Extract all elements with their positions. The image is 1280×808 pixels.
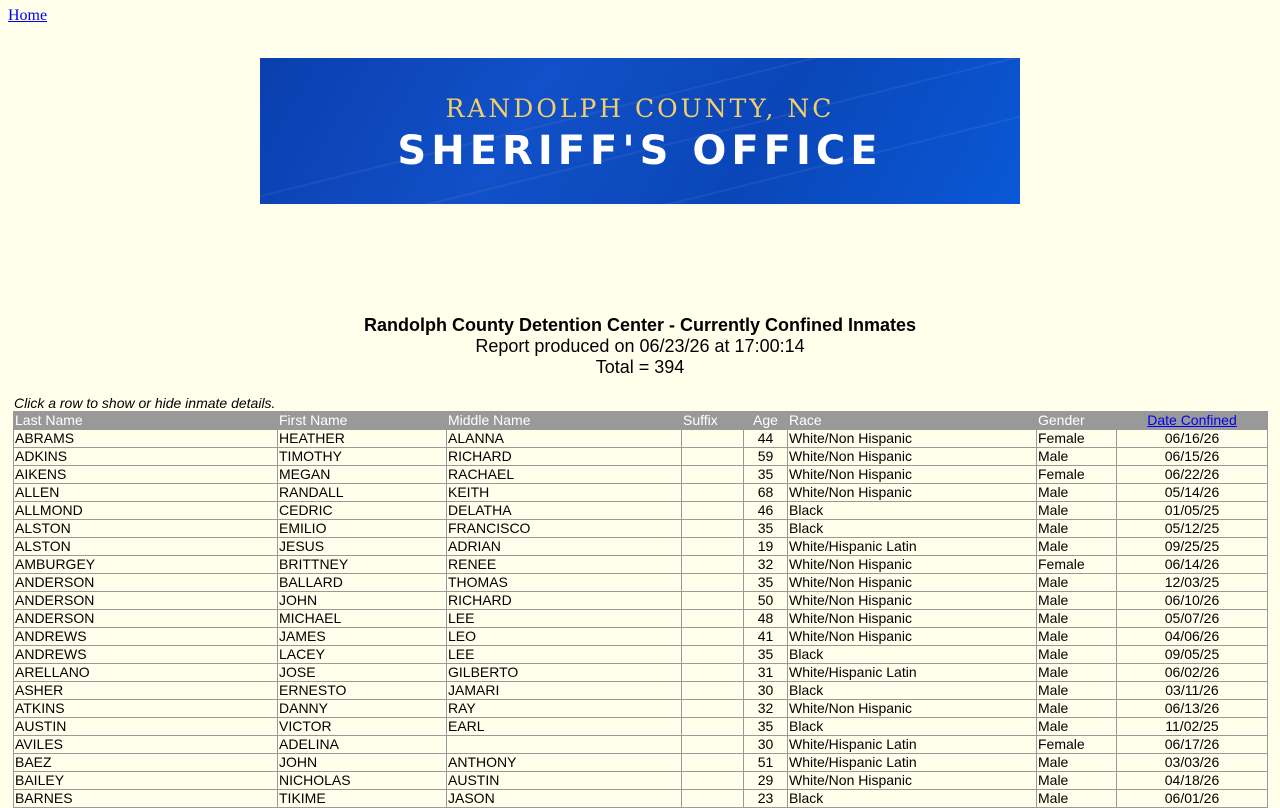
banner-office-name: SHERIFF'S OFFICE <box>397 128 883 174</box>
cell-gender: Male <box>1037 646 1117 664</box>
cell-date-confined: 05/14/26 <box>1117 484 1268 502</box>
cell-last-name: BARNES <box>14 790 278 808</box>
cell-race: White/Non Hispanic <box>788 574 1037 592</box>
cell-race: Black <box>788 790 1037 808</box>
cell-date-confined: 05/07/26 <box>1117 610 1268 628</box>
cell-date-confined: 06/15/26 <box>1117 448 1268 466</box>
cell-gender: Female <box>1037 430 1117 448</box>
cell-age: 68 <box>744 484 788 502</box>
cell-first-name: JOHN <box>278 592 447 610</box>
cell-date-confined: 06/22/26 <box>1117 466 1268 484</box>
cell-middle-name: EARL <box>447 718 682 736</box>
cell-first-name: TIKIME <box>278 790 447 808</box>
inmate-row[interactable] <box>14 610 1268 628</box>
cell-date-confined: 06/02/26 <box>1117 664 1268 682</box>
cell-first-name: JAMES <box>278 628 447 646</box>
cell-age: 32 <box>744 700 788 718</box>
report-total: Total = 394 <box>595 357 685 377</box>
cell-gender: Female <box>1037 466 1117 484</box>
cell-last-name: ABRAMS <box>14 430 278 448</box>
cell-last-name: ANDERSON <box>14 592 278 610</box>
cell-gender: Male <box>1037 754 1117 772</box>
cell-suffix <box>682 718 744 736</box>
cell-gender: Male <box>1037 628 1117 646</box>
cell-first-name: CEDRIC <box>278 502 447 520</box>
column-header-last-name: Last Name <box>14 412 278 430</box>
cell-race: Black <box>788 502 1037 520</box>
inmates-table <box>13 411 1268 808</box>
cell-age: 59 <box>744 448 788 466</box>
cell-race: White/Non Hispanic <box>788 610 1037 628</box>
cell-first-name: TIMOTHY <box>278 448 447 466</box>
cell-race: Black <box>788 646 1037 664</box>
report-produced-timestamp: Report produced on 06/23/26 at 17:00:14 <box>475 336 805 356</box>
cell-middle-name: LEE <box>447 610 682 628</box>
cell-first-name: BRITTNEY <box>278 556 447 574</box>
cell-race: White/Hispanic Latin <box>788 664 1037 682</box>
cell-race: Black <box>788 520 1037 538</box>
inmate-row[interactable] <box>14 736 1268 754</box>
cell-suffix <box>682 448 744 466</box>
cell-middle-name: RACHAEL <box>447 466 682 484</box>
cell-last-name: ANDREWS <box>14 646 278 664</box>
cell-suffix <box>682 772 744 790</box>
cell-first-name: VICTOR <box>278 718 447 736</box>
cell-date-confined: 06/14/26 <box>1117 556 1268 574</box>
cell-date-confined: 06/17/26 <box>1117 736 1268 754</box>
inmate-row[interactable] <box>14 628 1268 646</box>
cell-suffix <box>682 592 744 610</box>
cell-suffix <box>682 538 744 556</box>
cell-gender: Male <box>1037 610 1117 628</box>
cell-gender: Male <box>1037 772 1117 790</box>
cell-first-name: MEGAN <box>278 466 447 484</box>
cell-last-name: ALSTON <box>14 538 278 556</box>
cell-first-name: JOHN <box>278 754 447 772</box>
cell-date-confined: 09/05/25 <box>1117 646 1268 664</box>
inmate-row[interactable] <box>14 430 1268 448</box>
inmate-row[interactable] <box>14 718 1268 736</box>
cell-middle-name: KEITH <box>447 484 682 502</box>
cell-first-name: ERNESTO <box>278 682 447 700</box>
cell-first-name: RANDALL <box>278 484 447 502</box>
cell-age: 51 <box>744 754 788 772</box>
cell-last-name: ARELLANO <box>14 664 278 682</box>
cell-gender: Male <box>1037 664 1117 682</box>
cell-date-confined: 04/06/26 <box>1117 628 1268 646</box>
cell-suffix <box>682 502 744 520</box>
cell-middle-name: THOMAS <box>447 574 682 592</box>
inmate-row[interactable] <box>14 754 1268 772</box>
inmate-row[interactable] <box>14 466 1268 484</box>
inmate-row[interactable] <box>14 502 1268 520</box>
cell-first-name: JOSE <box>278 664 447 682</box>
cell-last-name: BAEZ <box>14 754 278 772</box>
cell-age: 19 <box>744 538 788 556</box>
cell-middle-name: LEE <box>447 646 682 664</box>
cell-suffix <box>682 682 744 700</box>
inmate-row[interactable] <box>14 520 1268 538</box>
sort-date-confined-link[interactable]: Date Confined <box>1147 412 1237 428</box>
cell-middle-name: LEO <box>447 628 682 646</box>
cell-suffix <box>682 556 744 574</box>
cell-suffix <box>682 754 744 772</box>
cell-middle-name: RAY <box>447 700 682 718</box>
inmate-row[interactable] <box>14 646 1268 664</box>
cell-age: 35 <box>744 718 788 736</box>
home-link[interactable]: Home <box>8 7 48 24</box>
cell-suffix <box>682 628 744 646</box>
cell-last-name: ALSTON <box>14 520 278 538</box>
cell-last-name: ALLMOND <box>14 502 278 520</box>
cell-suffix <box>682 466 744 484</box>
cell-gender: Male <box>1037 502 1117 520</box>
cell-date-confined: 09/25/25 <box>1117 538 1268 556</box>
cell-race: Black <box>788 682 1037 700</box>
cell-age: 44 <box>744 430 788 448</box>
inmate-row[interactable] <box>14 592 1268 610</box>
cell-first-name: NICHOLAS <box>278 772 447 790</box>
cell-last-name: ANDERSON <box>14 574 278 592</box>
cell-date-confined: 06/10/26 <box>1117 592 1268 610</box>
cell-suffix <box>682 484 744 502</box>
cell-age: 46 <box>744 502 788 520</box>
column-header-age: Age <box>744 412 788 430</box>
cell-age: 30 <box>744 736 788 754</box>
cell-last-name: AVILES <box>14 736 278 754</box>
cell-suffix <box>682 736 744 754</box>
cell-last-name: ASHER <box>14 682 278 700</box>
table-header-row <box>14 412 1268 430</box>
cell-last-name: AIKENS <box>14 466 278 484</box>
cell-middle-name: AUSTIN <box>447 772 682 790</box>
cell-first-name: EMILIO <box>278 520 447 538</box>
cell-race: White/Non Hispanic <box>788 772 1037 790</box>
table-hint: Click a row to show or hide inmate details. <box>14 395 276 411</box>
cell-middle-name: ALANNA <box>447 430 682 448</box>
inmate-row[interactable] <box>14 790 1268 808</box>
cell-age: 50 <box>744 592 788 610</box>
cell-middle-name: DELATHA <box>447 502 682 520</box>
cell-last-name: AMBURGEY <box>14 556 278 574</box>
cell-age: 29 <box>744 772 788 790</box>
cell-gender: Male <box>1037 520 1117 538</box>
inmate-row[interactable] <box>14 538 1268 556</box>
cell-age: 31 <box>744 664 788 682</box>
sheriff-office-banner <box>260 58 1020 204</box>
cell-suffix <box>682 574 744 592</box>
inmate-row[interactable] <box>14 772 1268 790</box>
cell-age: 35 <box>744 574 788 592</box>
cell-last-name: AUSTIN <box>14 718 278 736</box>
inmate-row[interactable] <box>14 556 1268 574</box>
cell-suffix <box>682 700 744 718</box>
cell-race: White/Hispanic Latin <box>788 736 1037 754</box>
cell-middle-name: JASON <box>447 790 682 808</box>
cell-middle-name: RICHARD <box>447 448 682 466</box>
cell-suffix <box>682 520 744 538</box>
cell-last-name: ALLEN <box>14 484 278 502</box>
cell-first-name: MICHAEL <box>278 610 447 628</box>
inmate-row[interactable] <box>14 484 1268 502</box>
cell-date-confined: 06/16/26 <box>1117 430 1268 448</box>
cell-gender: Male <box>1037 790 1117 808</box>
cell-first-name: DANNY <box>278 700 447 718</box>
cell-gender: Male <box>1037 538 1117 556</box>
cell-race: White/Hispanic Latin <box>788 538 1037 556</box>
cell-suffix <box>682 790 744 808</box>
cell-age: 35 <box>744 646 788 664</box>
cell-age: 35 <box>744 466 788 484</box>
cell-date-confined: 12/03/25 <box>1117 574 1268 592</box>
cell-age: 23 <box>744 790 788 808</box>
cell-gender: Female <box>1037 556 1117 574</box>
column-header-suffix: Suffix <box>682 412 744 430</box>
cell-gender: Male <box>1037 682 1117 700</box>
cell-gender: Male <box>1037 700 1117 718</box>
cell-suffix <box>682 646 744 664</box>
cell-last-name: BAILEY <box>14 772 278 790</box>
cell-middle-name: RENEE <box>447 556 682 574</box>
cell-race: White/Non Hispanic <box>788 466 1037 484</box>
inmate-row[interactable] <box>14 664 1268 682</box>
cell-suffix <box>682 430 744 448</box>
inmate-row[interactable] <box>14 700 1268 718</box>
column-header-gender: Gender <box>1037 412 1117 430</box>
cell-middle-name: ADRIAN <box>447 538 682 556</box>
cell-age: 32 <box>744 556 788 574</box>
cell-gender: Female <box>1037 736 1117 754</box>
cell-date-confined: 11/02/25 <box>1117 718 1268 736</box>
cell-race: White/Non Hispanic <box>788 592 1037 610</box>
column-header-date-confined <box>1117 412 1268 430</box>
cell-last-name: ATKINS <box>14 700 278 718</box>
cell-gender: Male <box>1037 718 1117 736</box>
cell-first-name: BALLARD <box>278 574 447 592</box>
cell-last-name: ADKINS <box>14 448 278 466</box>
cell-race: White/Non Hispanic <box>788 700 1037 718</box>
column-header-race: Race <box>788 412 1037 430</box>
cell-gender: Male <box>1037 592 1117 610</box>
cell-last-name: ANDREWS <box>14 628 278 646</box>
cell-suffix <box>682 664 744 682</box>
cell-first-name: JESUS <box>278 538 447 556</box>
cell-race: White/Non Hispanic <box>788 448 1037 466</box>
cell-date-confined: 06/01/26 <box>1117 790 1268 808</box>
inmate-row[interactable] <box>14 574 1268 592</box>
inmate-row[interactable] <box>14 448 1268 466</box>
cell-middle-name: RICHARD <box>447 592 682 610</box>
cell-age: 48 <box>744 610 788 628</box>
report-title: Randolph County Detention Center - Currently Confined Inmates <box>363 315 916 335</box>
cell-middle-name: JAMARI <box>447 682 682 700</box>
cell-date-confined: 05/12/25 <box>1117 520 1268 538</box>
cell-date-confined: 06/13/26 <box>1117 700 1268 718</box>
cell-date-confined: 03/11/26 <box>1117 682 1268 700</box>
cell-middle-name <box>447 736 682 754</box>
cell-date-confined: 01/05/25 <box>1117 502 1268 520</box>
cell-race: White/Non Hispanic <box>788 556 1037 574</box>
cell-middle-name: ANTHONY <box>447 754 682 772</box>
column-header-first-name: First Name <box>278 412 447 430</box>
cell-first-name: LACEY <box>278 646 447 664</box>
cell-age: 30 <box>744 682 788 700</box>
cell-race: White/Non Hispanic <box>788 628 1037 646</box>
cell-first-name: ADELINA <box>278 736 447 754</box>
cell-date-confined: 04/18/26 <box>1117 772 1268 790</box>
cell-age: 41 <box>744 628 788 646</box>
cell-gender: Male <box>1037 448 1117 466</box>
banner-county-name: RANDOLPH COUNTY, NC <box>445 94 835 123</box>
cell-middle-name: GILBERTO <box>447 664 682 682</box>
cell-age: 35 <box>744 520 788 538</box>
cell-suffix <box>682 610 744 628</box>
column-header-middle-name: Middle Name <box>447 412 682 430</box>
cell-race: Black <box>788 718 1037 736</box>
cell-gender: Male <box>1037 484 1117 502</box>
inmate-row[interactable] <box>14 682 1268 700</box>
cell-gender: Male <box>1037 574 1117 592</box>
cell-date-confined: 03/03/26 <box>1117 754 1268 772</box>
cell-first-name: HEATHER <box>278 430 447 448</box>
cell-race: White/Hispanic Latin <box>788 754 1037 772</box>
cell-last-name: ANDERSON <box>14 610 278 628</box>
cell-middle-name: FRANCISCO <box>447 520 682 538</box>
cell-race: White/Non Hispanic <box>788 430 1037 448</box>
cell-race: White/Non Hispanic <box>788 484 1037 502</box>
